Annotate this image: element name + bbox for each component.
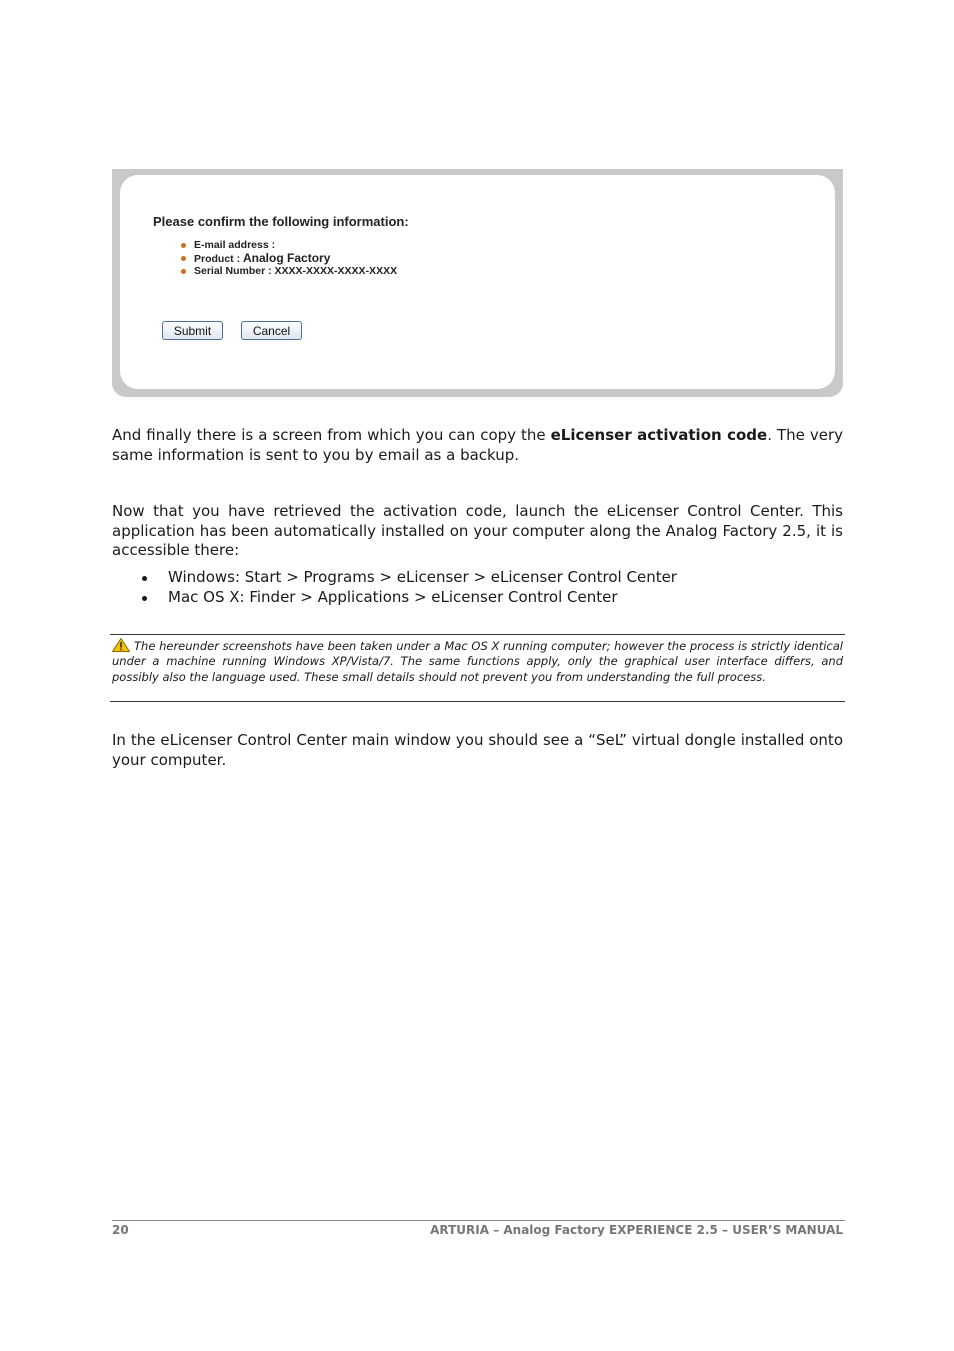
submit-button[interactable]: Submit xyxy=(162,321,223,340)
location-list xyxy=(140,568,677,607)
footer-title: ARTURIA – Analog Factory EXPERIENCE 2.5 – USER’S MANUAL xyxy=(430,1223,843,1237)
page-number: 20 xyxy=(112,1223,129,1237)
confirmation-panel xyxy=(120,175,835,389)
bullet-icon xyxy=(181,269,186,274)
paragraph-activation-code xyxy=(112,426,843,465)
note-paragraph xyxy=(112,638,843,685)
list-item-text: Windows: Start > Programs > eLicenser > eLicenser Control Center xyxy=(168,568,677,586)
bullet-icon xyxy=(181,256,186,261)
list-item-mac xyxy=(140,588,677,608)
list-item-windows xyxy=(140,568,677,588)
bullet-dot xyxy=(142,576,147,581)
list-item-text: Mac OS X: Finder > Applications > eLicenser Control Center xyxy=(168,587,618,606)
footer-divider xyxy=(112,1220,845,1221)
info-value: XXXX-XXXX-XXXX-XXXX xyxy=(274,265,398,277)
bullet-dot xyxy=(142,596,147,601)
confirm-heading: Please confirm the following information: xyxy=(153,214,409,229)
info-label: Product : xyxy=(194,252,241,265)
p1-text: And finally there is a screen from which you can copy the xyxy=(112,426,551,444)
p1-text-end: . The very same information is sent to you by email as a backup. xyxy=(112,426,843,464)
paragraph-dongle: In the eLicenser Control Center main window you should see a “SeL” virtual dongle installed onto your computer. xyxy=(112,731,843,769)
bullet-icon xyxy=(181,243,186,248)
info-label: Serial Number : xyxy=(194,265,272,277)
info-list xyxy=(180,239,397,278)
warning-note xyxy=(110,634,845,702)
paragraph-launch: Now that you have retrieved the activation code, launch the eLicenser Control Center. This application has been automatically installed on your computer along the Analog Factory 2.5, it is accessible there: xyxy=(112,502,843,559)
note-text: The hereunder screenshots have been taken under a Mac OS X running computer; however the process is strictly identical under a machine running Windows XP/Vista/7. The same functions apply, only the graphical user interface differs, and possibly also the language used. These small details should not prevent you from understanding the full process. xyxy=(112,639,843,684)
info-label: E-mail address : xyxy=(194,239,276,251)
p1-bold: eLicenser activation code xyxy=(550,426,768,444)
confirmation-screenshot xyxy=(112,169,843,397)
info-value: Analog Factory xyxy=(243,250,331,265)
info-item-product xyxy=(180,252,397,266)
info-item-serial xyxy=(180,265,397,278)
cancel-button[interactable]: Cancel xyxy=(241,321,302,340)
warning-icon xyxy=(112,638,130,652)
